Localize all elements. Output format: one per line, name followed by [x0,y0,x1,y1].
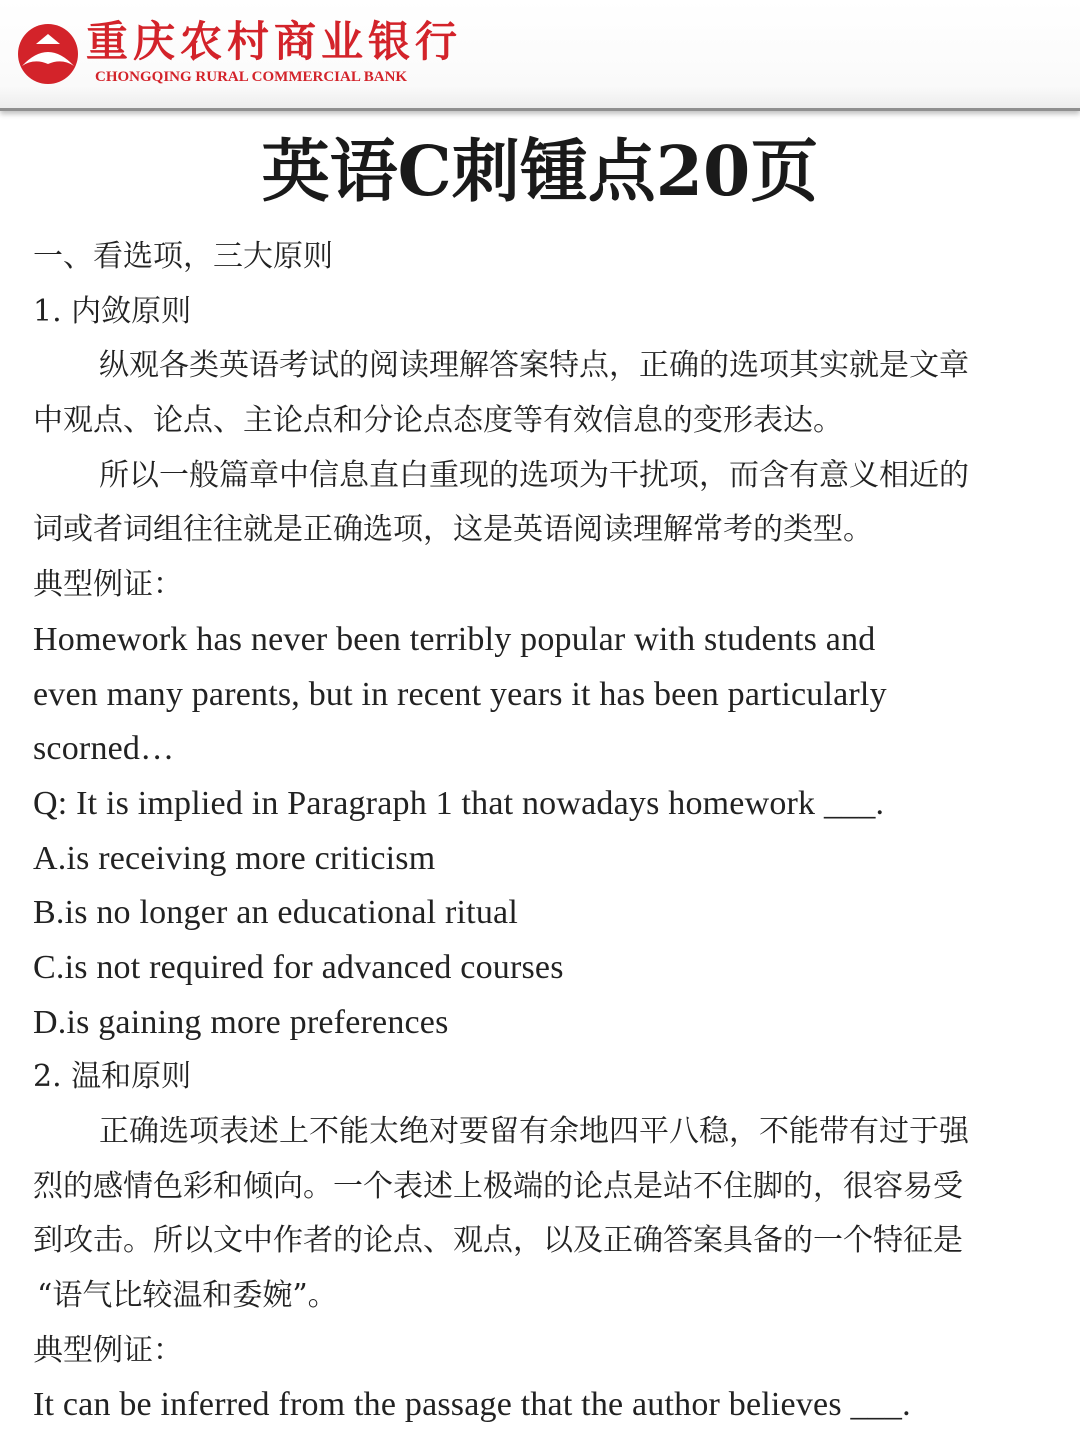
page-title: 英语C刺锺点20页 [261,132,819,212]
option-a: A.is receiving more criticism [33,839,436,877]
paragraph-line: 词或者词组往往就是正确选项，这是英语阅读理解常考的类型。 [33,512,873,548]
subsection-heading: 2. 温和原则 [33,1059,192,1095]
example-label: 典型例证： [33,1332,183,1368]
document-body [33,230,1043,1433]
subsection-heading: 1. 内敛原则 [33,293,192,329]
section-heading: 一、看选项，三大原则 [33,239,333,274]
option-c: C.is not required for advanced courses [33,948,564,986]
bank-name-en: CHONGQING RURAL COMMERCIAL BANK [95,69,408,85]
paragraph-line: 纵观各类英语考试的阅读理解答案特点，正确的选项其实就是文章 [99,348,969,384]
bank-logo-icon [16,22,80,86]
option-b: B.is no longer an educational ritual [33,894,518,932]
paragraph-line: 中观点、论点、主论点和分论点态度等有效信息的变形表达。 [33,403,843,439]
paragraph-line: “语气比较温和委婉”。 [37,1278,338,1314]
bank-name-cn: 重庆农村商业银行 [86,17,463,66]
example-text-line: Homework has never been terribly popular with students and [33,620,876,658]
example-text-line: even many parents, but in recent years it has been particularly [33,675,887,713]
example-text-line: scorned… [33,730,175,768]
paragraph-line: 正确选项表述上不能太绝对要留有余地四平八稳，不能带有过于强 [99,1114,969,1149]
paragraph-line: 烈的感情色彩和倾向。一个表述上极端的论点是站不住脚的，很容易受 [33,1168,963,1204]
example-text-line: It can be inferred from the passage that the author believes ___. [33,1386,911,1424]
paragraph-line: 所以一般篇章中信息直白重现的选项为干扰项，而含有意义相近的 [99,457,969,493]
bank-header [0,0,1080,111]
question-line: Q: It is implied in Paragraph 1 that nowadays homework ___. [33,784,885,822]
option-d: D.is gaining more preferences [33,1003,449,1041]
example-label: 典型例证： [33,567,183,603]
paragraph-line: 到攻击。所以文中作者的论点、观点，以及正确答案具备的一个特征是 [33,1223,963,1259]
